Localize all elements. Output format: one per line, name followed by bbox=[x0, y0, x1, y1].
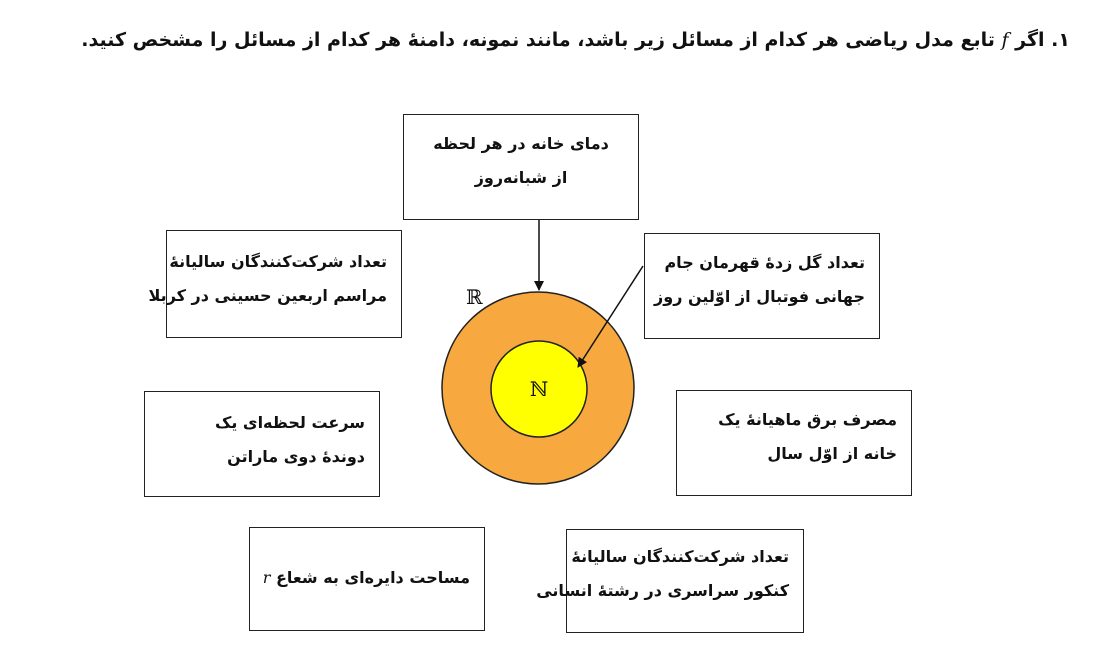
goals-line1: تعداد گل زدهٔ قهرمان جام bbox=[664, 253, 865, 272]
area-line bbox=[264, 561, 470, 595]
konkur-box bbox=[536, 529, 804, 633]
question-body: تابع مدل ریاضی هر کدام از مسائل زیر باشد، مانند نمونه، دامنهٔ هر کدام از مسائل را مشخص کنید. bbox=[81, 29, 995, 51]
electricity-box bbox=[676, 390, 912, 496]
question-prefix: اگر bbox=[1015, 29, 1045, 51]
speed-line1: سرعت لحظه‌ای یک bbox=[214, 413, 365, 432]
karbala-line2: مراسم اربعین حسینی در کربلا bbox=[148, 286, 387, 305]
electricity-line2: خانه از اوّل سال bbox=[767, 444, 897, 463]
natural-numbers-label: ℕ bbox=[529, 377, 549, 401]
area-text: مساحت دایره‌ای به شعاع bbox=[275, 568, 470, 587]
real-numbers-label: ℝ bbox=[466, 285, 483, 309]
question-number: ۱. bbox=[1051, 29, 1070, 51]
radius-variable: r bbox=[262, 568, 271, 587]
speed-line2: دوندهٔ دوی ماراتن bbox=[227, 447, 365, 466]
goals-line2: جهانی فوتبال از اوّلین روز bbox=[654, 287, 865, 306]
karbala-line1: تعداد شرکت‌کنندگان سالیانهٔ bbox=[169, 252, 387, 271]
temperature-line2: از شبانه‌روز bbox=[474, 168, 568, 187]
electricity-line1: مصرف برق ماهیانهٔ یک bbox=[718, 410, 897, 429]
function-variable: f bbox=[1001, 29, 1009, 51]
goals-box bbox=[644, 233, 880, 339]
konkur-line1: تعداد شرکت‌کنندگان سالیانهٔ bbox=[571, 547, 789, 566]
temperature-line1: دمای خانه در هر لحظه bbox=[433, 134, 609, 153]
area-box bbox=[249, 527, 485, 631]
karbala-box bbox=[148, 230, 402, 338]
speed-box bbox=[144, 391, 380, 497]
konkur-line2: کنکور سراسری در رشتهٔ انسانی bbox=[536, 581, 789, 600]
temperature-box bbox=[403, 114, 639, 220]
